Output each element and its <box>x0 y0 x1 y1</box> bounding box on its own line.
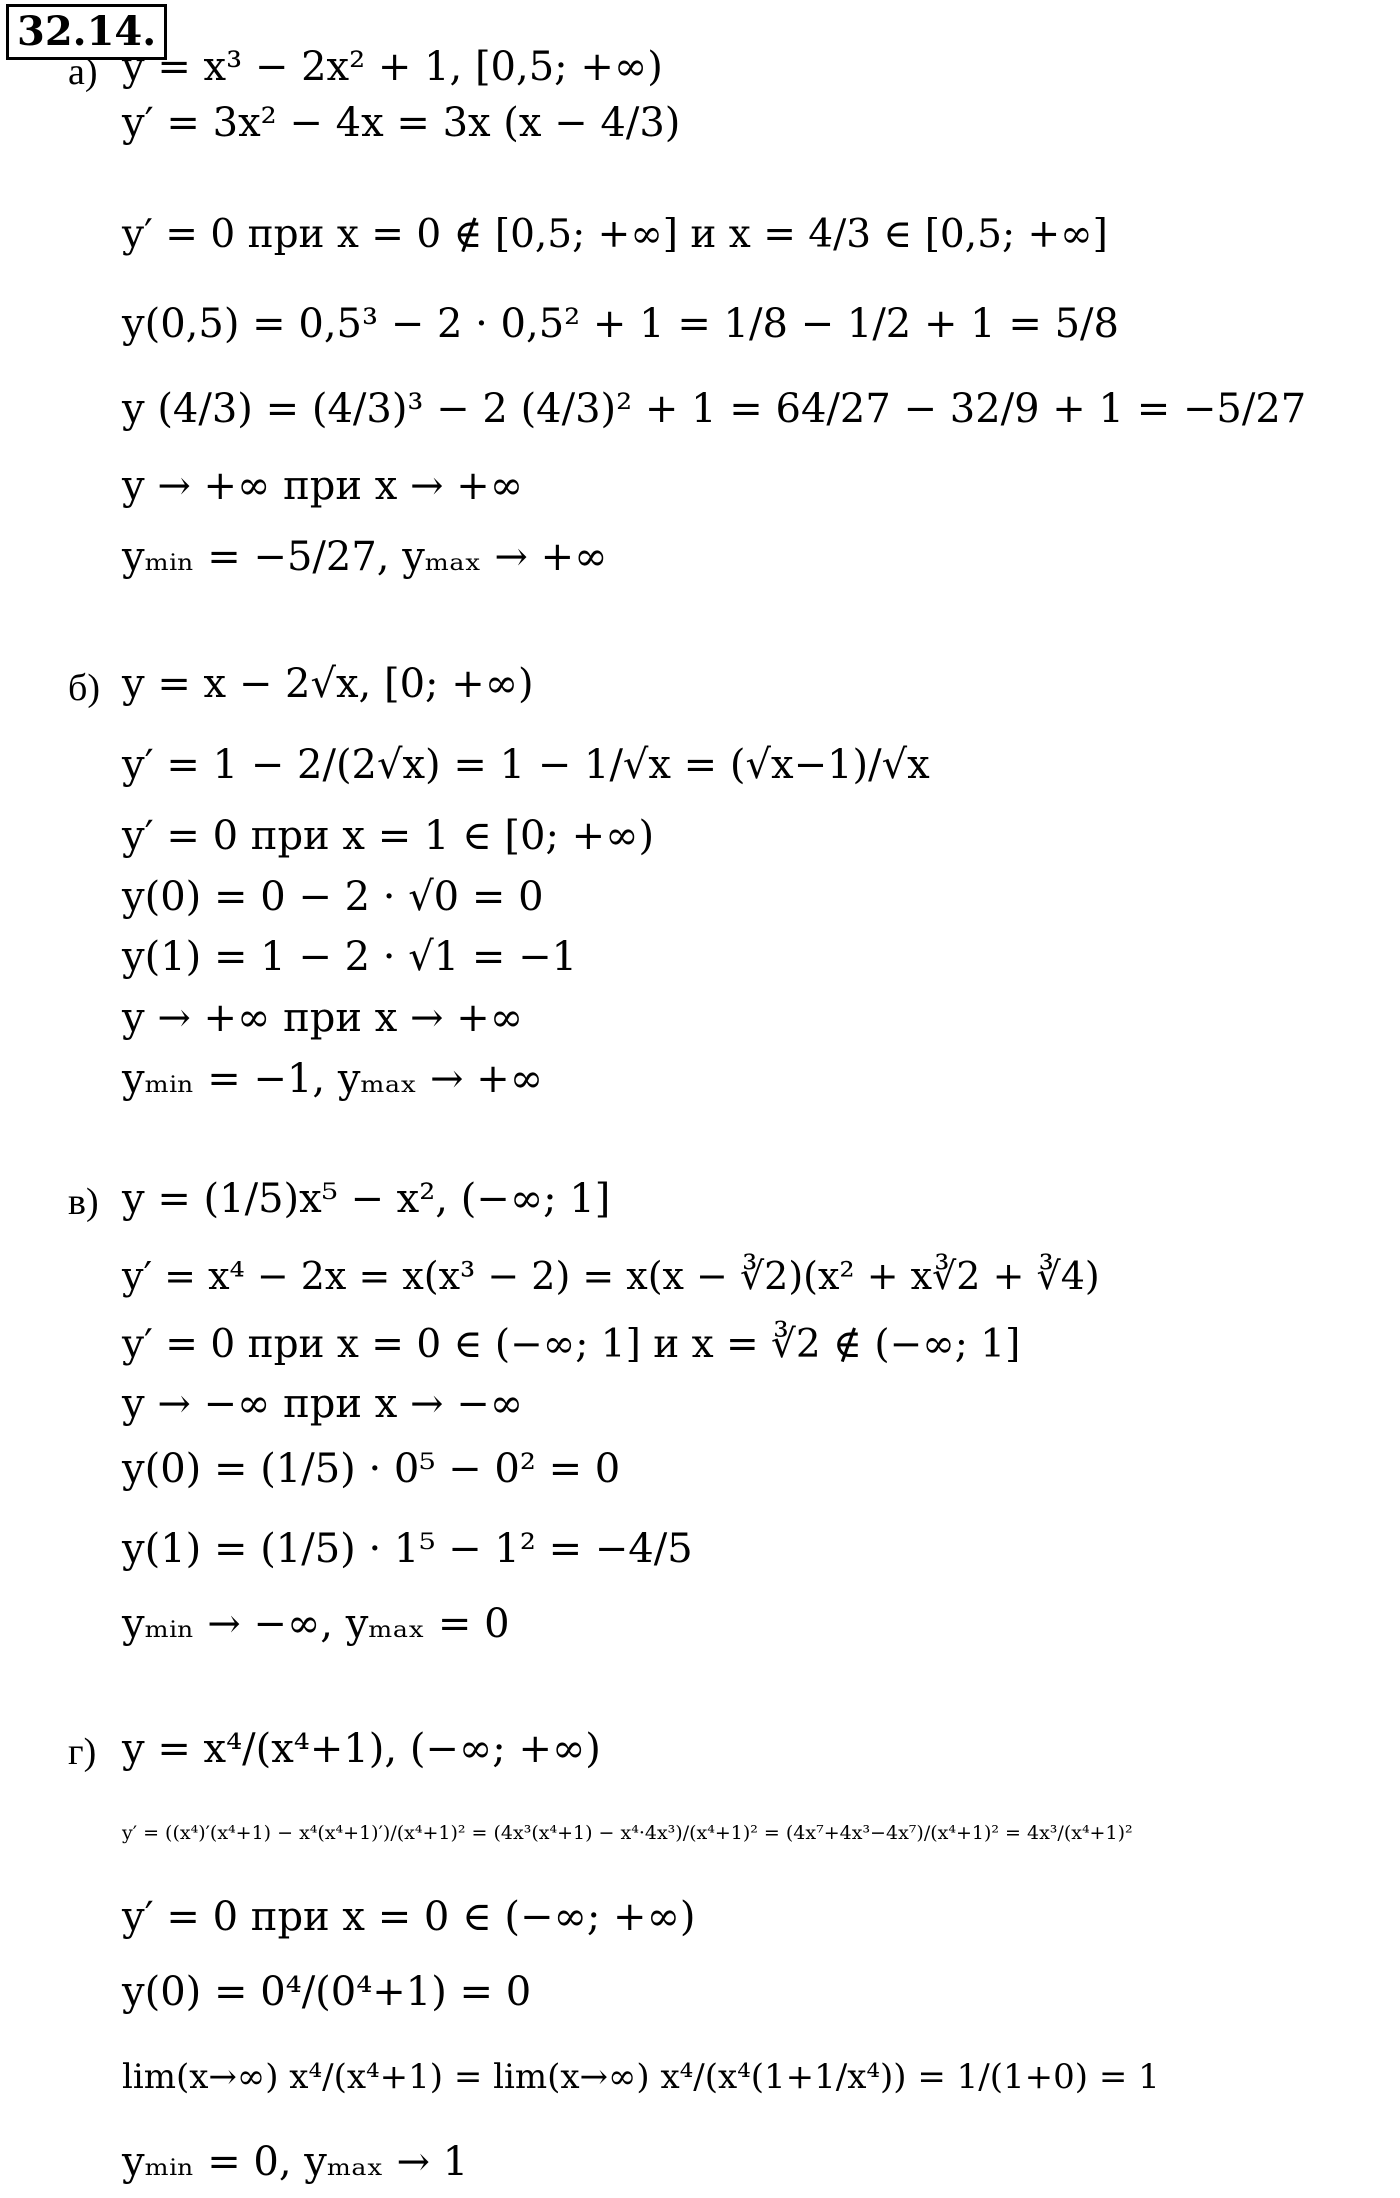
formula-line: y → −∞ при x → −∞ <box>122 1381 524 1427</box>
formula-line: y(0) = 0⁴/(0⁴+1) = 0 <box>122 1969 532 2015</box>
formula-line: y′ = 0 при x = 0 ∉ [0,5; +∞] и x = 4/3 ∈ [0,5; +∞] <box>122 212 1108 257</box>
formula-line: y → +∞ при x → +∞ <box>122 463 524 509</box>
formula-line: y(0) = (1/5) · 0⁵ − 0² = 0 <box>122 1446 621 1492</box>
section-label-a: а) <box>68 51 98 93</box>
formula-line: y′ = 0 при x = 0 ∈ (−∞; 1] и x = ∛2 ∉ (−∞; 1] <box>122 1322 1021 1367</box>
formula-line: y(0,5) = 0,5³ − 2 · 0,5² + 1 = 1/8 − 1/2 + 1 = 5/8 <box>122 301 1119 347</box>
formula-line: y = x³ − 2x² + 1, [0,5; +∞) <box>122 44 663 90</box>
formula-line: yₘᵢₙ → −∞, yₘₐₓ = 0 <box>122 1601 510 1647</box>
formula-line: y(1) = 1 − 2 · √1 = −1 <box>122 934 578 980</box>
formula-line: y(0) = 0 − 2 · √0 = 0 <box>122 874 544 920</box>
formula-line: y = x − 2√x, [0; +∞) <box>122 661 534 707</box>
formula-line: y(1) = (1/5) · 1⁵ − 1² = −4/5 <box>122 1526 693 1572</box>
formula-line: y = (1/5)x⁵ − x², (−∞; 1] <box>122 1176 611 1222</box>
formula-line: y (4/3) = (4/3)³ − 2 (4/3)² + 1 = 64/27 − 32/9 + 1 = −5/27 <box>122 386 1307 432</box>
section-label-b: б) <box>68 667 100 709</box>
formula-line: y′ = 0 при x = 1 ∈ [0; +∞) <box>122 813 655 859</box>
section-label-v: в) <box>68 1181 99 1223</box>
formula-line: y′ = x⁴ − 2x = x(x³ − 2) = x(x − ∛2)(x² + x∛2 + ∛4) <box>122 1254 1100 1298</box>
problem-number: 32.14. <box>6 4 167 60</box>
formula-line: y = x⁴/(x⁴+1), (−∞; +∞) <box>122 1726 601 1772</box>
formula-line: lim(x→∞) x⁴/(x⁴+1) = lim(x→∞) x⁴/(x⁴(1+1/x⁴)) = 1/(1+0) = 1 <box>122 2057 1160 2097</box>
section-label-g: г) <box>68 1731 97 1773</box>
formula-line: yₘᵢₙ = −5/27, yₘₐₓ → +∞ <box>122 534 608 580</box>
formula-line: yₘᵢₙ = −1, yₘₐₓ → +∞ <box>122 1056 544 1102</box>
formula-line: y′ = 1 − 2/(2√x) = 1 − 1/√x = (√x−1)/√x <box>122 742 930 788</box>
formula-line: y′ = ((x⁴)′(x⁴+1) − x⁴(x⁴+1)′)/(x⁴+1)² = (4x³(x⁴+1) − x⁴·4x³)/(x⁴+1)² = (4x⁷+4x³−4x⁷)/(x⁴+1)² = 4x³/(x⁴+1)² <box>122 1822 1133 1844</box>
formula-line: yₘᵢₙ = 0, yₘₐₓ → 1 <box>122 2139 469 2185</box>
formula-line: y → +∞ при x → +∞ <box>122 995 524 1041</box>
formula-line: y′ = 0 при x = 0 ∈ (−∞; +∞) <box>122 1894 696 1940</box>
formula-line: y′ = 3x² − 4x = 3x (x − 4/3) <box>122 100 681 146</box>
